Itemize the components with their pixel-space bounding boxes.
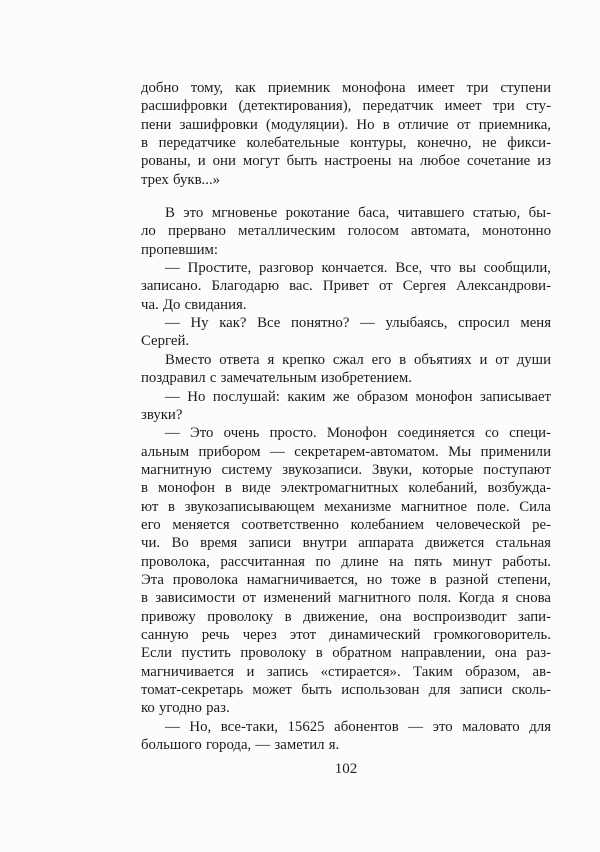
text-line: в передатчике колебательные контуры, конечно, не фикси- xyxy=(141,135,551,152)
text-line: звуки? xyxy=(141,406,183,423)
page-number: 102 xyxy=(334,761,358,777)
paragraph xyxy=(141,351,551,388)
paragraph xyxy=(141,314,551,351)
text-line: чи. Во время записи внутри аппарата движется стальная xyxy=(141,535,551,552)
text-line: записано. Благодарю вас. Привет от Сергея Александрови- xyxy=(141,278,551,295)
text-line: — Простите, разговор кончается. Все, что вы сообщили, xyxy=(165,260,551,277)
text-line: поздравил с замечательным изобретением. xyxy=(141,370,412,387)
text-line: проволока, рассчитанная по длине на пять минут работы. xyxy=(141,553,551,570)
text-line: В это мгновенье рокотание баса, читавшего статью, бы- xyxy=(165,205,551,222)
text-line: ло прервано металлическим голосом автомата, монотонно xyxy=(141,223,551,240)
text-line: Сергей. xyxy=(141,333,190,350)
paragraph xyxy=(141,388,551,425)
text-line: — Но, все-таки, 15625 абонентов — это маловато для xyxy=(165,718,551,735)
text-line: ко угодно раз. xyxy=(141,700,230,717)
text-line: Вместо ответа я крепко сжал его в объятиях и от души xyxy=(165,351,551,368)
text-line: расшифровки (детектирования), передатчик имеет три сту- xyxy=(141,98,551,115)
text-line: санную речь через этот динамический громкоговоритель. xyxy=(141,626,551,643)
text-line: магнитную систему звукозаписи. Звуки, которые поступают xyxy=(141,461,551,478)
text-line: альным прибором — секретарем-автоматом. Мы применили xyxy=(141,443,551,460)
text-line: ча. До свидания. xyxy=(141,296,247,313)
paragraph xyxy=(141,259,551,314)
text-line: пени зашифровки (модуляции). Но в отличие от приемника, xyxy=(141,116,551,133)
text-line: его меняется соответственно колебанием человеческой ре- xyxy=(141,516,551,533)
text-line: в монофон в виде электромагнитных колебаний, возбужда- xyxy=(141,480,551,497)
text-line: трех букв...» xyxy=(141,171,221,188)
paragraph xyxy=(141,424,551,718)
text-line: рованы, и они могут быть настроены на любое сочетание из xyxy=(141,153,551,170)
text-line: томат-секретарь может быть использован для записи сколь- xyxy=(141,682,551,698)
text-line: ют в звукозаписывающем механизме магнитное поле. Сила xyxy=(141,498,551,515)
text-line: магничивается и запись «стирается». Таким образом, ав- xyxy=(141,663,551,680)
text-line: Если пустить проволоку в обратном направлении, она раз- xyxy=(141,645,551,662)
text-line: — Ну как? Все понятно? — улыбаясь, спросил меня xyxy=(165,315,551,332)
paragraph xyxy=(141,718,551,755)
body-text xyxy=(141,79,551,754)
paragraph xyxy=(141,204,551,259)
paragraph xyxy=(141,79,551,189)
text-line: Эта проволока намагничивается, но тоже в разной степени, xyxy=(141,571,551,588)
text-line: в зависимости от изменений магнитного поля. Когда я снова xyxy=(141,590,551,607)
text-line: — Это очень просто. Монофон соединяется со специ- xyxy=(165,425,551,442)
text-line: привожу проволоку в движение, она воспроизводит запи- xyxy=(141,608,551,625)
text-line: большого города, — заметил я. xyxy=(141,737,340,754)
text-line: добно тому, как приемник монофона имеет три ступени xyxy=(141,80,551,96)
text-line: — Но послушай: каким же образом монофон записывает xyxy=(165,388,551,405)
text-line: пропевшим: xyxy=(141,241,218,258)
